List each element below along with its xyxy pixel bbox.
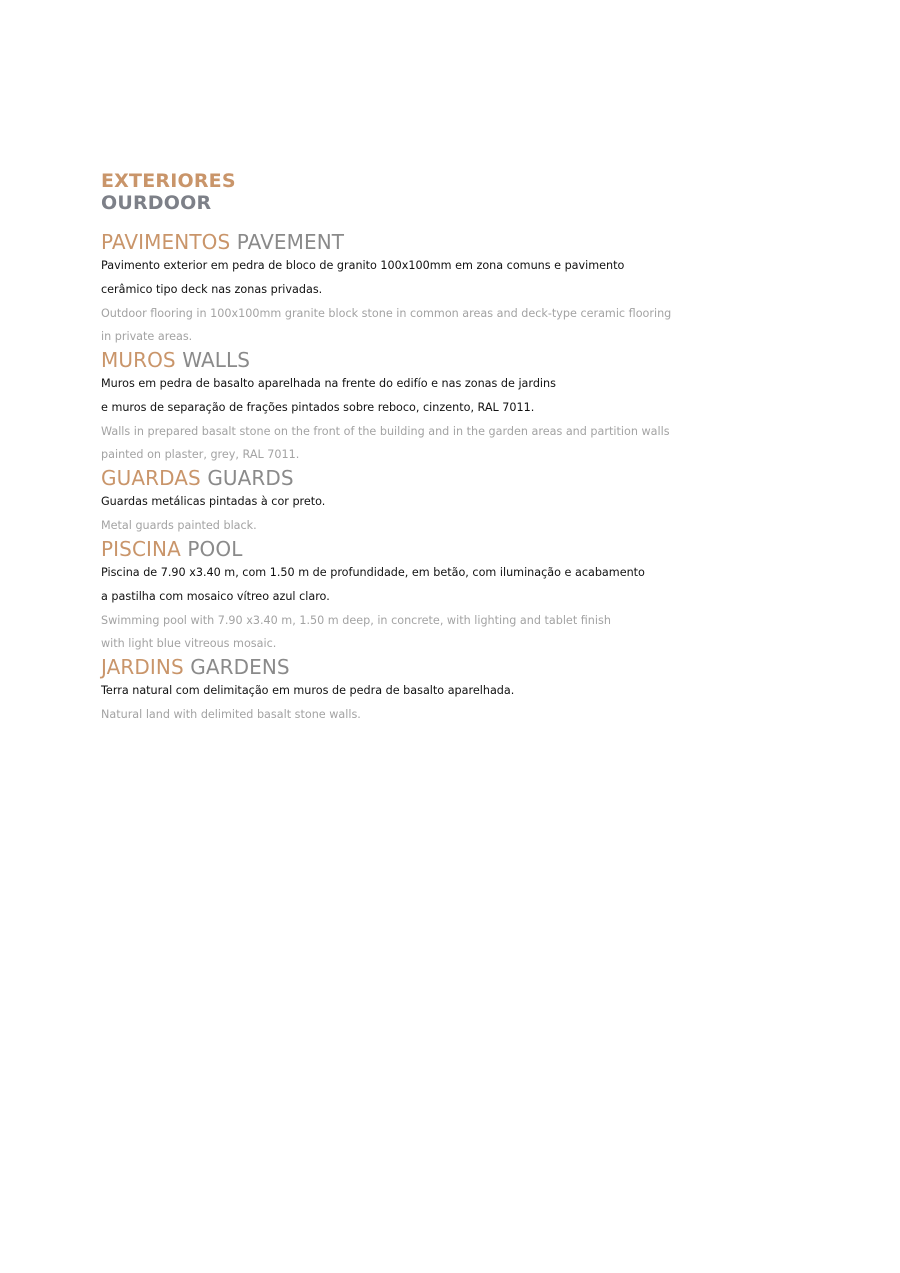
description-en: painted on plaster, grey, RAL 7011. <box>101 448 300 461</box>
section-guards <box>101 466 821 537</box>
description-en: with light blue vitreous mosaic. <box>101 637 277 650</box>
section-title-pt: PAVIMENTOS <box>101 230 231 254</box>
description-en: Outdoor flooring in 100x100mm granite block stone in common areas and deck-type ceramic flooring <box>101 307 672 320</box>
sections-container <box>101 230 821 726</box>
description-pt: e muros de separação de frações pintados sobre reboco, cinzento, RAL 7011. <box>101 401 535 414</box>
description-en: Natural land with delimited basalt stone walls. <box>101 708 361 721</box>
section-heading <box>101 348 821 372</box>
section-title-en: PAVEMENT <box>236 230 345 254</box>
section-title-en: WALLS <box>182 348 251 372</box>
section-title-en: GUARDS <box>207 466 294 490</box>
section-heading <box>101 466 821 490</box>
description-en: Walls in prepared basalt stone on the front of the building and in the garden areas and partition walls <box>101 425 670 438</box>
page-title-en: OURDOOR <box>101 192 212 214</box>
description-pt: Pavimento exterior em pedra de bloco de granito 100x100mm em zona comuns e pavimento <box>101 259 625 272</box>
section-heading <box>101 537 821 561</box>
section-title-pt: MUROS <box>101 348 176 372</box>
section-heading <box>101 655 821 679</box>
section-pool <box>101 537 821 655</box>
description-pt: Terra natural com delimitação em muros de pedra de basalto aparelhada. <box>101 684 515 697</box>
document-page <box>101 170 821 726</box>
section-title-pt: PISCINA <box>101 537 181 561</box>
description-pt: Piscina de 7.90 x3.40 m, com 1.50 m de profundidade, em betão, com iluminação e acabamento <box>101 566 645 579</box>
section-title-pt: GUARDAS <box>101 466 201 490</box>
section-pavement <box>101 230 821 348</box>
description-pt: Muros em pedra de basalto aparelhada na frente do edifío e nas zonas de jardins <box>101 377 556 390</box>
description-pt: cerâmico tipo deck nas zonas privadas. <box>101 283 323 296</box>
section-title-en: GARDENS <box>190 655 290 679</box>
description-pt: Guardas metálicas pintadas à cor preto. <box>101 495 326 508</box>
section-title-en: POOL <box>187 537 243 561</box>
description-en: Metal guards painted black. <box>101 519 257 532</box>
section-heading <box>101 230 821 254</box>
description-pt: a pastilha com mosaico vítreo azul claro. <box>101 590 330 603</box>
description-en: Swimming pool with 7.90 x3.40 m, 1.50 m deep, in concrete, with lighting and tablet finish <box>101 614 611 627</box>
section-title-pt: JARDINS <box>101 655 184 679</box>
section-walls <box>101 348 821 466</box>
page-title-pt: EXTERIORES <box>101 170 236 192</box>
section-gardens <box>101 655 821 726</box>
description-en: in private areas. <box>101 330 193 343</box>
